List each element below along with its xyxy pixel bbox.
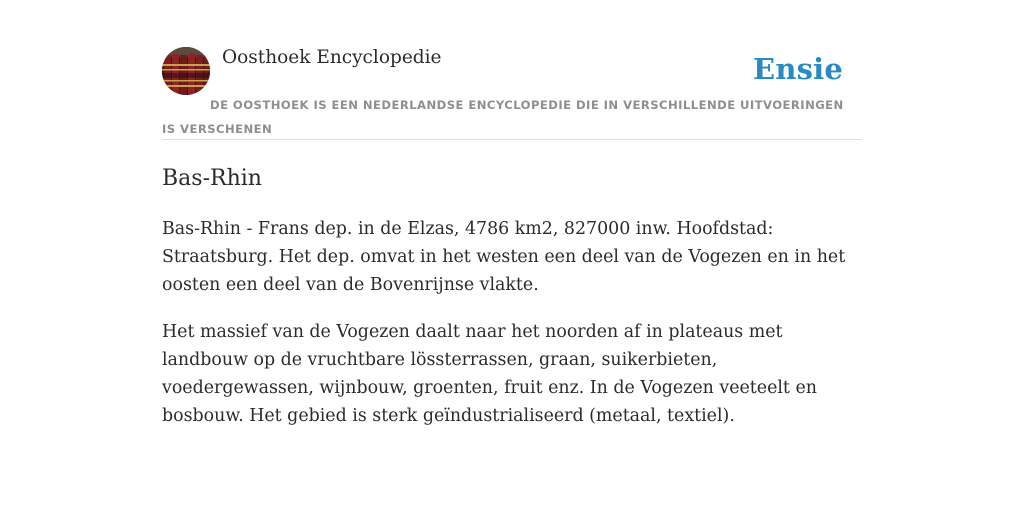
encyclopedia-books-icon[interactable]	[162, 47, 210, 95]
article-paragraph: Bas-Rhin - Frans dep. in de Elzas, 4786 km2, 827000 inw. Hoofdstad: Straatsburg. Het dep. omvat in het westen een deel van de Vogezen en in het oosten een deel van de Bovenrijnse vlakte.	[162, 219, 846, 295]
brand-logo[interactable]: Ensie	[753, 52, 843, 86]
source-description: DE OOSTHOEK IS EEN NEDERLANDSE ENCYCLOPEDIE DIE IN VERSCHILLENDE UITVOERINGEN IS VERSCHENEN	[162, 98, 844, 136]
source-title[interactable]: Oosthoek Encyclopedie	[222, 47, 442, 68]
article	[162, 160, 862, 430]
encyclopedia-header	[162, 46, 862, 140]
article-paragraph: Het massief van de Vogezen daalt naar het noorden af in plateaus met landbouw op de vruchtbare lössterrassen, graan, suikerbieten, voedergewassen, wijnbouw, groenten, fruit enz. In de Vogezen veeteelt en bosbouw. Het gebied is sterk geïndustrialiseerd (metaal, textiel).	[162, 322, 817, 426]
article-title: Bas-Rhin	[162, 166, 262, 191]
